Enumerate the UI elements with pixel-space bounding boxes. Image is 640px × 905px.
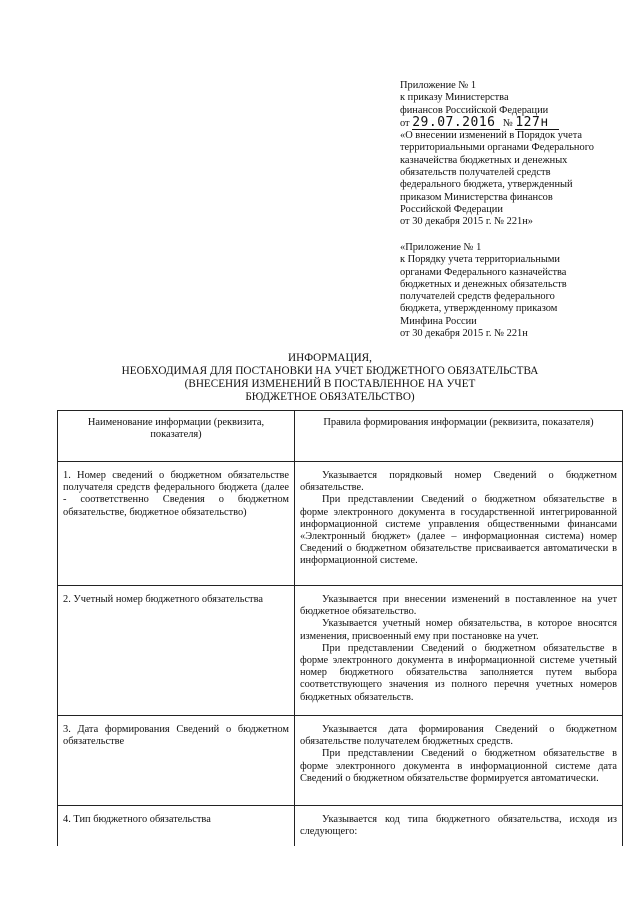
order-date: 29.07.2016 xyxy=(412,117,500,130)
rules-table xyxy=(57,410,623,846)
appendix-1-desc-line: казначейства бюджетных и денежных xyxy=(400,154,568,166)
rule-paragraph: При представлении Сведений о бюджетном обязательстве в форме электронного документа в информационной системе дата Сведений о бюджетном обязательстве формируется автоматически. xyxy=(300,748,617,784)
appendix-1-desc-line: Российской Федерации xyxy=(400,203,503,215)
table-row xyxy=(58,806,623,846)
table-row xyxy=(58,586,623,716)
appendix-1-desc-line: федерального бюджета, утвержденный xyxy=(400,179,573,191)
appendix-2-line: от 30 декабря 2015 г. № 221н xyxy=(400,328,528,340)
row-rule xyxy=(295,586,623,716)
appendix-2-line: Минфина России xyxy=(400,315,477,327)
appendix-1-desc-line: приказом Министерства финансов xyxy=(400,191,553,203)
appendix-1-desc-line: «О внесении изменений в Порядок учета xyxy=(400,130,583,142)
number-prefix: № xyxy=(502,117,513,129)
title-line: НЕОБХОДИМАЯ ДЛЯ ПОСТАНОВКИ НА УЧЕТ БЮДЖЕТНОГО ОБЯЗАТЕЛЬСТВА xyxy=(121,365,539,377)
appendix-2-line: бюджета, утвержденному приказом xyxy=(400,303,558,315)
header-rules-column: Правила формирования информации (реквизита, показателя) xyxy=(295,411,623,462)
title-line: БЮДЖЕТНОЕ ОБЯЗАТЕЛЬСТВО) xyxy=(245,391,415,403)
appendix-2-line: бюджетных и денежных обязательств xyxy=(400,278,567,290)
rule-paragraph: При представлении Сведений о бюджетном обязательстве в форме электронного документа в информационной системе учетный номер бюджетного обязательства заполняется путем выбора соответствующего значения из полного перечня учетных номеров бюджетных обязательств. xyxy=(300,642,617,703)
appendix-2-title: «Приложение № 1 xyxy=(400,242,482,253)
rule-paragraph: Указывается учетный номер обязательства, в которое вносятся изменения, присвоенный ему при постановке на учет. xyxy=(300,618,617,642)
appendix-1-date-line xyxy=(400,114,615,130)
row-rule xyxy=(295,716,623,806)
appendix-2-line: органами Федерального казначейства xyxy=(400,266,567,278)
table-header-row xyxy=(58,411,623,462)
title-line: ИНФОРМАЦИЯ, xyxy=(288,352,372,364)
row-rule xyxy=(295,462,623,586)
row-rule xyxy=(295,806,623,846)
appendix-1-desc-line: обязательств получателей средств xyxy=(400,167,551,179)
date-prefix: от xyxy=(400,117,410,129)
row-name: 2. Учетный номер бюджетного обязательства xyxy=(58,586,295,716)
appendix-1-desc-line: от 30 декабря 2015 г. № 221н» xyxy=(400,216,533,228)
row-name: 3. Дата формирования Сведений о бюджетном обязательстве xyxy=(58,716,295,806)
appendix-1-ministry: финансов Российской Федерации xyxy=(400,104,549,116)
rule-paragraph: При представлении Сведений о бюджетном обязательстве в форме электронного документа в государственной интегрированной информационной системе управления общественными финансами «Электронный бюджет» (далее – информационная система) номер Сведений о бюджетном обязательстве присваивается автоматически в информационной системе. xyxy=(300,494,617,567)
table-row xyxy=(58,462,623,586)
row-name: 4. Тип бюджетного обязательства xyxy=(58,806,295,846)
document-title xyxy=(60,352,600,404)
rule-paragraph: Указывается порядковый номер Сведений о бюджетном обязательстве. xyxy=(300,470,617,494)
appendix-1-title: Приложение № 1 xyxy=(400,80,477,91)
order-number: 127н xyxy=(515,117,559,130)
rule-paragraph: Указывается при внесении изменений в поставленное на учет бюджетное обязательство. xyxy=(300,594,617,618)
rule-paragraph: Указывается код типа бюджетного обязательства, исходя из следующего: xyxy=(300,814,617,838)
rule-paragraph: Указывается дата формирования Сведений о бюджетном обязательстве получателем бюджетных средств. xyxy=(300,724,617,748)
table-row xyxy=(58,716,623,806)
appendix-1-desc-line: территориальными органами Федерального xyxy=(400,142,594,154)
header-name-column: Наименование информации (реквизита, показателя) xyxy=(58,411,295,462)
row-name: 1. Номер сведений о бюджетном обязательстве получателя средств федерального бюджета (далее - соответственно Сведения о бюджетном обязательстве, бюджетное обязательство) xyxy=(58,462,295,586)
appendix-2-line: к Порядку учета территориальными xyxy=(400,254,560,266)
appendix-2-header xyxy=(400,242,615,340)
title-line: (ВНЕСЕНИЯ ИЗМЕНЕНИЙ В ПОСТАВЛЕННОЕ НА УЧЕТ xyxy=(184,378,476,390)
appendix-2-line: получателей средств федерального xyxy=(400,291,555,303)
appendix-1-header xyxy=(400,80,615,229)
appendix-1-order-ref: к приказу Министерства xyxy=(400,92,509,104)
